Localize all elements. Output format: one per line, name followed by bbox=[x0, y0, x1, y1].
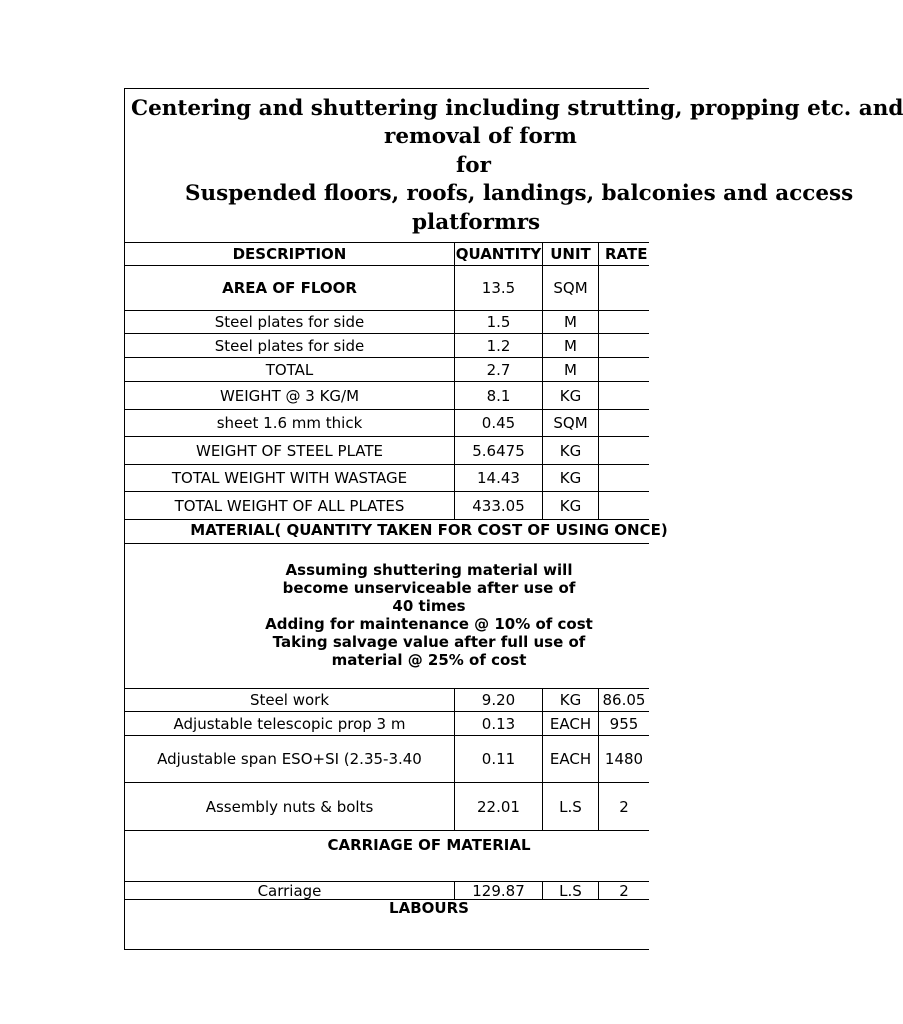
row-unit: KG bbox=[543, 492, 599, 520]
row-rate bbox=[599, 266, 649, 311]
carriage-row-quantity: 129.87 bbox=[455, 882, 543, 900]
note-line: material @ 25% of cost bbox=[331, 651, 527, 669]
carriage-heading-text: CARRIAGE OF MATERIAL bbox=[327, 836, 531, 854]
row-quantity: 8.1 bbox=[455, 382, 543, 410]
material-row-description: Assembly nuts & bolts bbox=[125, 783, 455, 831]
row-unit: SQM bbox=[543, 410, 599, 437]
row-rate bbox=[599, 437, 649, 465]
row-rate bbox=[599, 465, 649, 492]
title-line-5: platformrs bbox=[412, 210, 541, 235]
material-row-quantity: 22.01 bbox=[455, 783, 543, 831]
row-quantity: 0.45 bbox=[455, 410, 543, 437]
material-heading-text: MATERIAL( QUANTITY TAKEN FOR COST OF USING ONCE) bbox=[190, 521, 668, 539]
row-unit: M bbox=[543, 334, 599, 358]
row-rate bbox=[599, 358, 649, 382]
material-row-quantity: 0.11 bbox=[455, 736, 543, 783]
row-description: sheet 1.6 mm thick bbox=[125, 410, 455, 437]
material-row-description: Adjustable span ESO+SI (2.35-3.40 bbox=[125, 736, 455, 783]
material-row-description: Adjustable telescopic prop 3 m bbox=[125, 712, 455, 736]
row-quantity: 1.5 bbox=[455, 311, 543, 334]
row-quantity: 13.5 bbox=[455, 266, 543, 311]
material-row-unit: EACH bbox=[543, 736, 599, 783]
note-line: Taking salvage value after full use of bbox=[272, 633, 586, 651]
labours-heading bbox=[125, 900, 649, 949]
row-description: WEIGHT @ 3 KG/M bbox=[125, 382, 455, 410]
header-rate: RATE bbox=[599, 242, 649, 266]
title-block bbox=[125, 89, 903, 243]
carriage-row-description: Carriage bbox=[125, 882, 455, 900]
row-description: WEIGHT OF STEEL PLATE bbox=[125, 437, 455, 465]
row-rate bbox=[599, 382, 649, 410]
material-row-rate: 2 bbox=[599, 783, 649, 831]
note-line: 40 times bbox=[392, 597, 466, 615]
row-unit: M bbox=[543, 311, 599, 334]
header-description: DESCRIPTION bbox=[125, 242, 455, 266]
row-quantity: 1.2 bbox=[455, 334, 543, 358]
assumption-notes bbox=[125, 544, 649, 689]
row-quantity: 2.7 bbox=[455, 358, 543, 382]
material-row-rate: 86.05 bbox=[599, 689, 649, 712]
carriage-row-unit: L.S bbox=[543, 882, 599, 900]
row-quantity: 433.05 bbox=[455, 492, 543, 520]
row-description: Steel plates for side bbox=[125, 334, 455, 358]
note-line: Adding for maintenance @ 10% of cost bbox=[265, 615, 593, 633]
row-description: AREA OF FLOOR bbox=[125, 266, 455, 311]
note-line: become unserviceable after use of bbox=[282, 579, 576, 597]
material-row-description: Steel work bbox=[125, 689, 455, 712]
row-unit: SQM bbox=[543, 266, 599, 311]
row-unit: KG bbox=[543, 437, 599, 465]
row-unit: KG bbox=[543, 382, 599, 410]
title-line-2: removal of form bbox=[384, 124, 577, 149]
row-quantity: 14.43 bbox=[455, 465, 543, 492]
row-quantity: 5.6475 bbox=[455, 437, 543, 465]
row-rate bbox=[599, 334, 649, 358]
labours-heading-text: LABOURS bbox=[389, 899, 469, 917]
title-line-1: Centering and shuttering including strutting, propping etc. and bbox=[131, 96, 903, 121]
header-quantity: QUANTITY bbox=[455, 242, 543, 266]
title-line-4: Suspended floors, roofs, landings, balconies and access bbox=[185, 181, 854, 206]
title-line-3: for bbox=[456, 153, 491, 178]
row-rate bbox=[599, 311, 649, 334]
row-description: TOTAL WEIGHT WITH WASTAGE bbox=[125, 465, 455, 492]
material-row-quantity: 0.13 bbox=[455, 712, 543, 736]
row-unit: KG bbox=[543, 465, 599, 492]
note-line: Assuming shuttering material will bbox=[285, 561, 573, 579]
material-row-unit: L.S bbox=[543, 783, 599, 831]
header-unit: UNIT bbox=[543, 242, 599, 266]
carriage-heading bbox=[125, 831, 649, 882]
row-rate bbox=[599, 492, 649, 520]
carriage-row-rate: 2 bbox=[599, 882, 649, 900]
row-description: Steel plates for side bbox=[125, 311, 455, 334]
material-row-rate: 955 bbox=[599, 712, 649, 736]
row-description: TOTAL bbox=[125, 358, 455, 382]
material-row-unit: KG bbox=[543, 689, 599, 712]
material-row-quantity: 9.20 bbox=[455, 689, 543, 712]
row-description: TOTAL WEIGHT OF ALL PLATES bbox=[125, 492, 455, 520]
material-heading bbox=[125, 520, 668, 544]
material-row-rate: 1480 bbox=[599, 736, 649, 783]
row-unit: M bbox=[543, 358, 599, 382]
estimate-sheet bbox=[124, 88, 903, 950]
row-rate bbox=[599, 410, 649, 437]
material-row-unit: EACH bbox=[543, 712, 599, 736]
